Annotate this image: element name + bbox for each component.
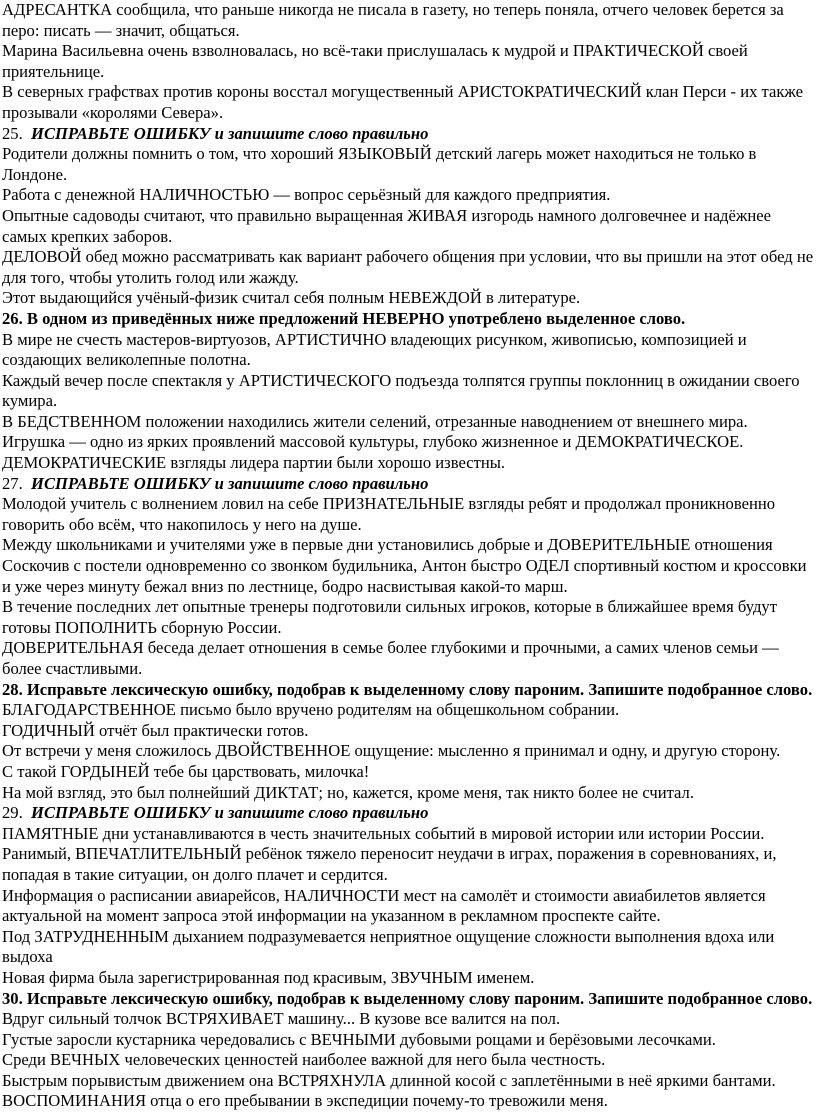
sentence-paragraph: Ранимый, ВПЕЧАТЛИТЕЛЬНЫЙ ребёнок тяжело переносит неудачи в играх, поражения в соревнованиях, и, попадая в такие ситуации, он долго плачет и сердится. [2, 844, 777, 884]
task-number: 27. [2, 473, 23, 493]
task-heading [2, 803, 814, 824]
sentence-paragraph: Опытные садоводы считают, что правильно выращенная ЖИВАЯ изгородь намного долговечнее и надёжнее самых крепких заборов. [2, 205, 771, 246]
task-heading: 30. Исправьте лексическую ошибку, подобрав к выделенному слову пароним. Запишите подобранное слово. [2, 988, 813, 1008]
sentence-paragraph: ВОСПОМИНАНИЯ отца о его пребывании в экспедиции почему-то тревожили меня. [2, 1091, 608, 1111]
sentence-paragraph: Каждый вечер после спектакля у АРТИСТИЧЕСКОГО подъезда толпятся группы поклонниц в ожидании своего кумира. [2, 370, 800, 411]
task-instruction: ИСПРАВЬТЕ ОШИБКУ и запишите слово правильно [31, 803, 429, 823]
task-heading [2, 474, 814, 495]
task-heading: 26. В одном из приведённых ниже предложений НЕВЕРНО употреблено выделенное слово. [2, 308, 686, 328]
task-heading: 28. Исправьте лексическую ошибку, подобрав к выделенному слову пароним. Запишите подобранное слово. [2, 679, 813, 699]
task-number: 29. [2, 803, 23, 823]
sentence-paragraph: Работа с денежной НАЛИЧНОСТЬЮ — вопрос серьёзный для каждого предприятия. [2, 185, 611, 205]
sentence-paragraph: В северных графствах против короны восстал могущественный АРИСТОКРАТИЧЕСКИЙ клан Перси - их также прозывали «королями Севера». [2, 82, 804, 122]
sentence-paragraph: ДЕЛОВОЙ обед можно рассматривать как вариант рабочего общения при условии, что вы пришли на этот обед не для того, чтобы утолить голод или жажду. [2, 247, 814, 287]
sentence-paragraph: Соскочив с постели одновременно со звонком будильника, Антон быстро ОДЕЛ спортивный костюм и кроссовки и уже через минуту бежал вниз по лестнице, бодро насвистывая какой-то марш. [2, 556, 807, 596]
sentence-paragraph: ПАМЯТНЫЕ дни устанавливаются в честь значительных событий в мировой истории или истории России. [2, 823, 765, 843]
sentence-paragraph: На мой взгляд, это был полнейший ДИКТАТ; но, кажется, кроме меня, так никто более не считал. [2, 782, 694, 802]
sentence-paragraph: Между школьниками и учителями уже в первые дни установились добрые и ДОВЕРИТЕЛЬНЫЕ отношения [2, 535, 773, 555]
task-heading [2, 124, 814, 145]
sentence-paragraph: С такой ГОРДЫНЕЙ тебе бы царствовать, милочка! [2, 761, 370, 781]
sentence-paragraph: БЛАГОДАРСТВЕННОЕ письмо было вручено родителям на общешкольном собрании. [2, 700, 620, 720]
sentence-paragraph: Информация о расписании авиарейсов, НАЛИЧНОСТИ мест на самолёт и стоимости авиабилетов является актуальной на момент запроса этой информации на указанном в рекламном проспекте сайте. [2, 885, 766, 926]
sentence-paragraph: В БЕДСТВЕННОМ положении находились жители селений, отрезанные наводнением от внешнего мира. [2, 411, 748, 431]
sentence-paragraph: Молодой учитель с волнением ловил на себе ПРИЗНАТЕЛЬНЫЕ взгляды ребят и продолжал проникновенно говорить обо всём, что накопилось у него на душе. [2, 494, 776, 534]
sentence-paragraph: Новая фирма была зарегистрированная под красивым, ЗВУЧНЫМ именем. [2, 967, 535, 987]
task-instruction: ИСПРАВЬТЕ ОШИБКУ и запишите слово правильно [31, 123, 429, 143]
sentence-paragraph: ДЕМОКРАТИЧЕСКИЕ взгляды лидера партии были хорошо известны. [2, 453, 506, 473]
sentence-paragraph: Вдруг сильный толчок ВСТРЯХИВАЕТ машину... В кузове все валится на пол. [2, 1009, 561, 1029]
sentence-paragraph: Этот выдающийся учёный-физик считал себя полным НЕВЕЖДОЙ в литературе. [2, 288, 581, 308]
task-number: 25. [2, 123, 23, 143]
sentence-paragraph: Игрушка — одно из ярких проявлений массовой культуры, глубоко жизненное и ДЕМОКРАТИЧЕСКОЕ. [2, 432, 744, 452]
sentence-paragraph: ДОВЕРИТЕЛЬНАЯ беседа делает отношения в семье более глубокими и прочными, а самих членов семьи — более счастливыми. [2, 638, 779, 678]
task-instruction: ИСПРАВЬТЕ ОШИБКУ и запишите слово правильно [31, 473, 429, 493]
sentence-paragraph: Под ЗАТРУДНЕННЫМ дыханием подразумевается неприятное ощущение сложности выполнения вдоха или выдоха [2, 926, 775, 967]
sentence-paragraph: От встречи у меня сложилось ДВОЙСТВЕННОЕ ощущение: мысленно я принимал и одну, и другую сторону. [2, 741, 781, 761]
sentence-paragraph: ГОДИЧНЫЙ отчёт был практически готов. [2, 720, 309, 740]
sentence-paragraph: В мире не счесть мастеров-виртуозов, АРТИСТИЧНО владеющих рисунком, живописью, композицией и создающих великолепные полотна. [2, 329, 747, 370]
sentence-paragraph: В течение последних лет опытные тренеры подготовили сильных игроков, которые в ближайшее время будут готовы ПОПОЛНИТЬ сборную России. [2, 597, 777, 637]
sentence-paragraph: Среди ВЕЧНЫХ человеческих ценностей наиболее важной для него была честность. [2, 1050, 606, 1070]
sentence-paragraph: Быстрым порывистым движением она ВСТРЯХНУЛА длинной косой с заплетёнными в неё яркими бантами. [2, 1070, 776, 1090]
sentence-paragraph: Родители должны помнить о том, что хороший ЯЗЫКОВЫЙ детский лагерь может находиться не только в Лондоне. [2, 144, 757, 184]
sentence-paragraph: Густые заросли кустарника чередовались с ВЕЧНЫМИ дубовыми рощами и берёзовыми лесочками. [2, 1029, 716, 1049]
sentence-paragraph: Марина Васильевна очень взволновалась, но всё-таки прислушалась к мудрой и ПРАКТИЧЕСКОЙ своей приятельнице. [2, 41, 748, 81]
sentence-paragraph: АДРЕСАНТКА сообщила, что раньше никогда не писала в газету, но теперь поняла, отчего человек берется за перо: писать — значит, общаться. [2, 0, 784, 40]
